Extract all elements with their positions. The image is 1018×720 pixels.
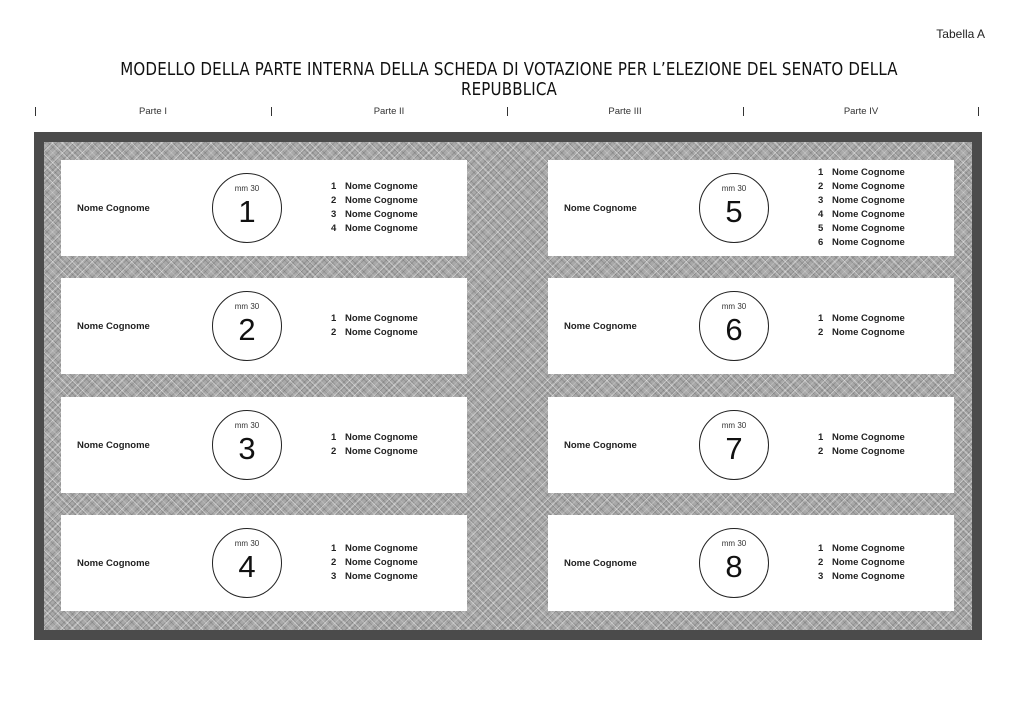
list-item <box>331 556 418 570</box>
candidate-card <box>548 515 954 611</box>
parts-header <box>35 106 979 120</box>
list-item <box>331 194 418 208</box>
list-item-number: 4 <box>818 209 824 220</box>
list-item-name: Nome Cognome <box>345 543 418 554</box>
candidate-name: Nome Cognome <box>77 557 150 569</box>
party-symbol-circle[interactable] <box>699 173 769 243</box>
list-item-number: 3 <box>818 195 824 206</box>
list-item <box>818 431 905 445</box>
symbol-number: 4 <box>238 549 256 584</box>
list-item <box>331 222 418 236</box>
symbol-number: 7 <box>725 431 743 466</box>
list-item-number: 1 <box>818 167 824 178</box>
list-item <box>818 542 905 556</box>
list-item-number: 4 <box>331 223 337 234</box>
symbol-number: 8 <box>725 549 743 584</box>
list-item <box>818 166 905 180</box>
list-item-number: 3 <box>331 571 337 582</box>
list-item-name: Nome Cognome <box>832 223 905 234</box>
list-item <box>331 431 418 445</box>
symbol-number: 6 <box>725 312 743 347</box>
list-item-number: 3 <box>331 209 337 220</box>
list-item-name: Nome Cognome <box>345 327 418 338</box>
list-item-name: Nome Cognome <box>832 432 905 443</box>
part-label: Parte III <box>608 106 642 117</box>
symbol-size-label: mm 30 <box>721 539 747 548</box>
candidate-list <box>331 397 418 493</box>
list-item <box>818 180 905 194</box>
candidate-list <box>331 278 418 374</box>
candidate-name: Nome Cognome <box>564 557 637 569</box>
list-item <box>331 445 418 459</box>
list-item-name: Nome Cognome <box>832 195 905 206</box>
list-item-number: 1 <box>818 432 824 443</box>
candidate-list <box>818 278 905 374</box>
list-item-name: Nome Cognome <box>345 209 418 220</box>
party-symbol-circle[interactable] <box>699 410 769 480</box>
list-item-name: Nome Cognome <box>832 237 905 248</box>
list-item-name: Nome Cognome <box>832 313 905 324</box>
table-label: Tabella A <box>936 27 985 41</box>
list-item <box>818 312 905 326</box>
list-item <box>331 570 418 584</box>
list-item <box>818 194 905 208</box>
candidate-card <box>548 397 954 493</box>
symbol-number: 5 <box>725 194 743 229</box>
part-label: Parte I <box>139 106 167 117</box>
list-item-name: Nome Cognome <box>345 432 418 443</box>
list-item-number: 2 <box>818 327 824 338</box>
list-item <box>331 208 418 222</box>
part-divider <box>978 107 979 116</box>
list-item-name: Nome Cognome <box>345 571 418 582</box>
candidate-card <box>548 160 954 256</box>
candidate-list <box>818 397 905 493</box>
list-item-name: Nome Cognome <box>832 446 905 457</box>
list-item-name: Nome Cognome <box>345 223 418 234</box>
symbol-number: 3 <box>238 431 256 466</box>
symbol-size-label: mm 30 <box>721 302 747 311</box>
list-item-number: 2 <box>331 327 337 338</box>
list-item-name: Nome Cognome <box>345 446 418 457</box>
list-item <box>331 180 418 194</box>
symbol-size-label: mm 30 <box>234 184 260 193</box>
list-item-name: Nome Cognome <box>832 557 905 568</box>
candidate-name: Nome Cognome <box>77 439 150 451</box>
list-item-number: 2 <box>331 446 337 457</box>
list-item <box>818 570 905 584</box>
candidate-name: Nome Cognome <box>564 439 637 451</box>
list-item-number: 1 <box>331 313 337 324</box>
list-item-number: 5 <box>818 223 824 234</box>
list-item <box>331 542 418 556</box>
list-item <box>818 326 905 340</box>
candidate-list <box>331 515 418 611</box>
symbol-size-label: mm 30 <box>234 421 260 430</box>
candidate-name: Nome Cognome <box>564 202 637 214</box>
list-item <box>818 236 905 250</box>
part-label: Parte IV <box>843 106 879 117</box>
candidate-name: Nome Cognome <box>77 320 150 332</box>
list-item <box>818 222 905 236</box>
symbol-number: 2 <box>238 312 256 347</box>
party-symbol-circle[interactable] <box>212 410 282 480</box>
list-item-number: 2 <box>818 181 824 192</box>
symbol-size-label: mm 30 <box>234 302 260 311</box>
symbol-size-label: mm 30 <box>721 421 747 430</box>
list-item-number: 2 <box>331 557 337 568</box>
symbol-size-label: mm 30 <box>721 184 747 193</box>
list-item-name: Nome Cognome <box>832 327 905 338</box>
list-item-number: 1 <box>818 543 824 554</box>
list-item-number: 2 <box>331 195 337 206</box>
candidate-name: Nome Cognome <box>564 320 637 332</box>
party-symbol-circle[interactable] <box>212 291 282 361</box>
list-item-number: 1 <box>331 181 337 192</box>
list-item-name: Nome Cognome <box>832 167 905 178</box>
page-title: MODELLO DELLA PARTE INTERNA DELLA SCHEDA DI VOTAZIONE PER L’ELEZIONE DEL SENATO DELLA REPUBBLICA <box>120 60 898 100</box>
list-item-name: Nome Cognome <box>832 571 905 582</box>
party-symbol-circle[interactable] <box>699 291 769 361</box>
candidate-name: Nome Cognome <box>77 202 150 214</box>
candidate-list <box>818 515 905 611</box>
list-item <box>818 556 905 570</box>
candidate-card <box>548 278 954 374</box>
symbol-number: 1 <box>238 194 256 229</box>
party-symbol-circle[interactable] <box>212 528 282 598</box>
list-item <box>331 326 418 340</box>
list-item-number: 1 <box>331 432 337 443</box>
list-item-number: 1 <box>331 543 337 554</box>
list-item-name: Nome Cognome <box>345 181 418 192</box>
candidate-list <box>818 160 905 256</box>
candidate-card <box>61 278 467 374</box>
list-item-name: Nome Cognome <box>345 313 418 324</box>
party-symbol-circle[interactable] <box>699 528 769 598</box>
list-item-name: Nome Cognome <box>832 181 905 192</box>
symbol-size-label: mm 30 <box>234 539 260 548</box>
list-item <box>818 445 905 459</box>
candidate-list <box>331 160 418 256</box>
list-item-number: 6 <box>818 237 824 248</box>
list-item-number: 3 <box>818 571 824 582</box>
party-symbol-circle[interactable] <box>212 173 282 243</box>
part-label: Parte II <box>373 106 405 117</box>
list-item-name: Nome Cognome <box>345 195 418 206</box>
list-item-name: Nome Cognome <box>832 209 905 220</box>
list-item-number: 1 <box>818 313 824 324</box>
candidate-card <box>61 397 467 493</box>
list-item-number: 2 <box>818 557 824 568</box>
list-item-name: Nome Cognome <box>345 557 418 568</box>
candidate-card <box>61 515 467 611</box>
list-item-number: 2 <box>818 446 824 457</box>
list-item-name: Nome Cognome <box>832 543 905 554</box>
candidate-card <box>61 160 467 256</box>
list-item <box>331 312 418 326</box>
list-item <box>818 208 905 222</box>
